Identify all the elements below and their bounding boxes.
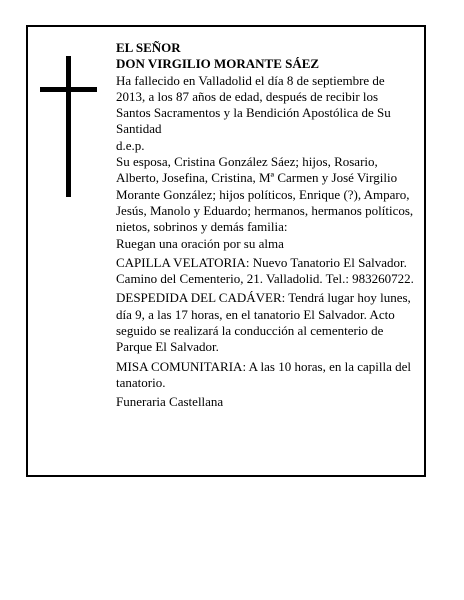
cross-icon xyxy=(66,56,71,197)
title-line-1: EL SEÑOR xyxy=(116,40,181,55)
prayer-request: Ruegan una oración por su alma xyxy=(116,235,284,251)
obituary-notice xyxy=(26,25,426,477)
death-announcement: Ha fallecido en Valladolid el día 8 de septiembre de 2013, a los 87 años de edad, después de recibir los Santos Sacramentos y la Bendición Apostólica de Su Santidad xyxy=(116,72,391,137)
deceased-name: DON VIRGILIO MORANTE SÁEZ xyxy=(116,56,320,72)
funeral-home: Funeraria Castellana xyxy=(116,394,224,410)
farewell-info: DESPEDIDA DEL CADÁVER: Tendrá lugar hoy lunes, día 9, a las 17 horas, en el tanatorio El Salvador. Acto seguido se realizará la conducción al cementerio de Parque El Salvador. xyxy=(116,290,411,355)
family-list: Su esposa, Cristina González Sáez; hijos, Rosario, Alberto, Josefina, Cristina, Mª Carmen y José Virgilio Morante González; hijos políticos, Enrique (?), Amparo, Jesús, Manolo y Eduardo; hermanos, hermanos políticos, nietos, sobrinos y demás familia: xyxy=(116,154,414,235)
mass-info: MISA COMUNITARIA: A las 10 horas, en la capilla del tanatorio. xyxy=(116,358,412,390)
chapel-info: CAPILLA VELATORIA: Nuevo Tanatorio El Salvador. Camino del Cementerio, 21. Valladolid. Tel.: 983260722. xyxy=(116,254,414,287)
cross-icon-crossbar xyxy=(40,87,97,92)
rip-text: d.e.p. xyxy=(116,137,145,153)
obituary-text xyxy=(116,40,416,411)
